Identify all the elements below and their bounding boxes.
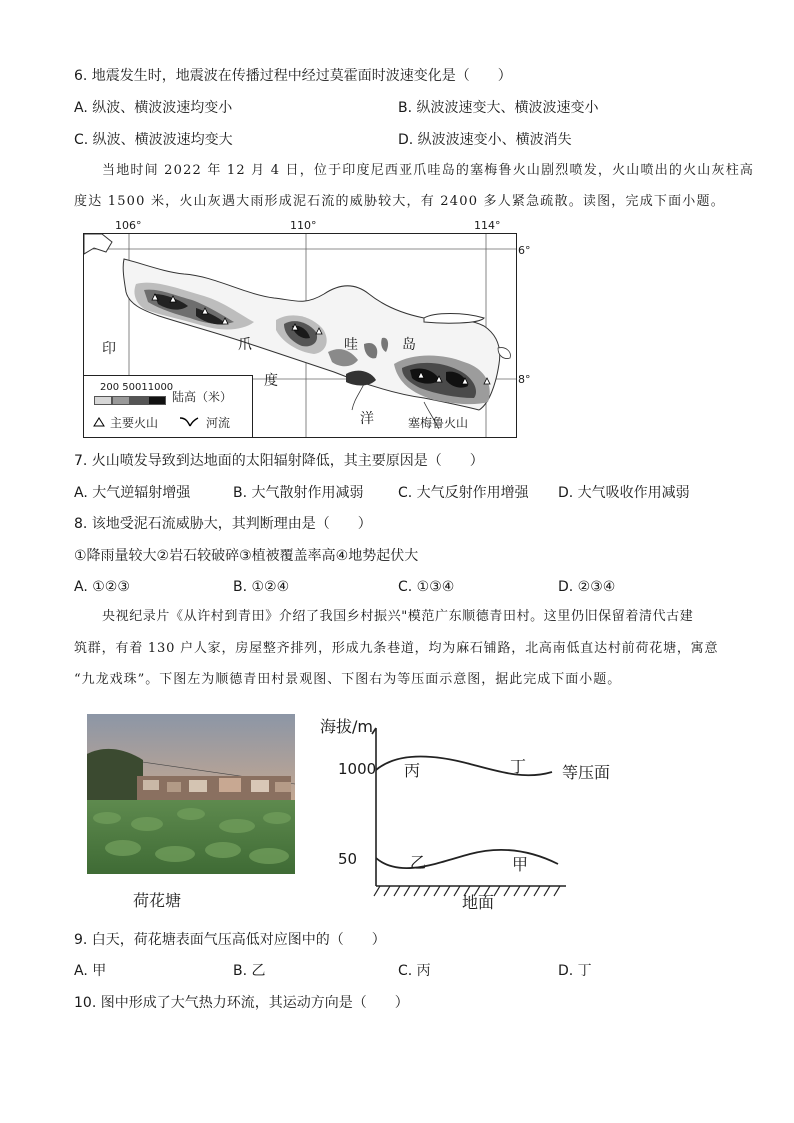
passage-2-line-3: “九龙戏珠”。下图左为顺德青田村景观图、下图右为等压面示意图，据此完成下面小题。 <box>74 672 622 687</box>
lotus-pond-photo <box>87 714 295 874</box>
point-yi: 乙 <box>410 853 427 872</box>
point-jia: 甲 <box>512 855 529 874</box>
question-7-option-d[interactable]: D. 大气吸收作用减弱 <box>558 485 690 501</box>
question-9-option-c[interactable]: C. 丙 <box>398 963 431 979</box>
question-6-option-d[interactable]: D. 纵波波速变小、横波消失 <box>398 132 572 148</box>
passage-1-line-2: 度达 1500 米，火山灰遇大雨形成泥石流的威胁较大，有 2400 多人紧急疏散。读图，完成下面小题。 <box>74 194 725 209</box>
question-7-option-a[interactable]: A. 大气逆辐射增强 <box>74 485 191 501</box>
question-9-stem: 9. 白天，荷花塘表面气压高低对应图中的（ ） <box>74 932 386 948</box>
map-label-wa: 哇 <box>344 337 358 353</box>
question-8-reasons: ①降雨量较大②岩石较破碎③植被覆盖率高④地势起伏大 <box>74 548 419 564</box>
map-legend <box>84 375 253 438</box>
isobar-diagram-graphic <box>320 714 640 914</box>
java-map <box>83 233 517 438</box>
question-8-option-d[interactable]: D. ②③④ <box>558 579 616 595</box>
question-8-option-b[interactable]: B. ①②④ <box>233 579 290 595</box>
isobar-label: 等压面 <box>562 763 611 782</box>
passage-2-line-1: 央视纪录片《从许村到青田》介绍了我国乡村振兴"模范广东顺德青田村。这里仍旧保留着清代古建 <box>102 609 694 624</box>
map-label-semeru: 塞梅鲁火山 <box>408 416 469 430</box>
map-label-du: 度 <box>264 373 278 389</box>
volcano-icon <box>92 416 106 428</box>
altitude-1000-label: 1000 <box>338 760 377 778</box>
lotus-pond-photo-graphic <box>87 714 295 874</box>
question-6-option-b[interactable]: B. 纵波波速变大、横波波速变小 <box>398 100 599 116</box>
map-label-yin: 印 <box>102 341 116 357</box>
question-9-option-b[interactable]: B. 乙 <box>233 963 266 979</box>
question-10-stem: 10. 图中形成了大气热力环流，其运动方向是（ ） <box>74 995 409 1011</box>
legend-scale-unit: 陆高（米） <box>172 390 233 404</box>
ground-label: 地面 <box>462 893 495 912</box>
map-lon-label-114: 114° <box>474 219 501 232</box>
passage-2-line-2: 筑群，有着 130 户人家，房屋整齐排列，形成九条巷道，均为麻石铺路，北高南低直达村前荷花塘，寓意 <box>74 641 719 656</box>
map-label-dao: 岛 <box>402 337 416 353</box>
point-ding: 丁 <box>510 757 527 776</box>
question-6-option-c[interactable]: C. 纵波、横波波速均变大 <box>74 132 233 148</box>
question-7-option-c[interactable]: C. 大气反射作用增强 <box>398 485 529 501</box>
question-8-option-c[interactable]: C. ①③④ <box>398 579 455 595</box>
legend-river-label: 河流 <box>206 416 231 430</box>
map-lon-label-110: 110° <box>290 219 317 232</box>
question-8-option-a[interactable]: A. ①②③ <box>74 579 130 595</box>
map-label-yang: 洋 <box>360 411 374 427</box>
map-lat-label-6: 6° <box>518 244 531 257</box>
legend-volcano-label: 主要火山 <box>110 416 159 430</box>
river-icon <box>178 414 200 430</box>
question-9-option-d[interactable]: D. 丁 <box>558 963 592 979</box>
isobar-diagram <box>320 714 640 914</box>
legend-scale-bar <box>94 396 166 405</box>
photo-caption: 荷花塘 <box>133 891 182 910</box>
map-label-zhua: 爪 <box>238 337 252 353</box>
question-7-option-b[interactable]: B. 大气散射作用减弱 <box>233 485 364 501</box>
question-6-stem: 6. 地震发生时，地震波在传播过程中经过莫霍面时波速变化是（ ） <box>74 68 512 84</box>
altitude-50-label: 50 <box>338 850 358 868</box>
legend-scale-values: 200 50011000 <box>100 382 174 393</box>
y-axis-label: 海拔/m <box>320 717 373 736</box>
map-lon-label-106: 106° <box>115 219 142 232</box>
point-bing: 丙 <box>404 761 421 780</box>
question-9-option-a[interactable]: A. 甲 <box>74 963 107 979</box>
passage-1-line-1: 当地时间 2022 年 12 月 4 日，位于印度尼西亚爪哇岛的塞梅鲁火山剧烈喷发，火山喷出的火山灰柱高 <box>102 163 755 178</box>
question-8-stem: 8. 该地受泥石流威胁大，其判断理由是（ ） <box>74 516 372 532</box>
question-6-option-a[interactable]: A. 纵波、横波波速均变小 <box>74 100 233 116</box>
map-lat-label-8: 8° <box>518 373 531 386</box>
question-7-stem: 7. 火山喷发导致到达地面的太阳辐射降低，其主要原因是（ ） <box>74 453 484 469</box>
